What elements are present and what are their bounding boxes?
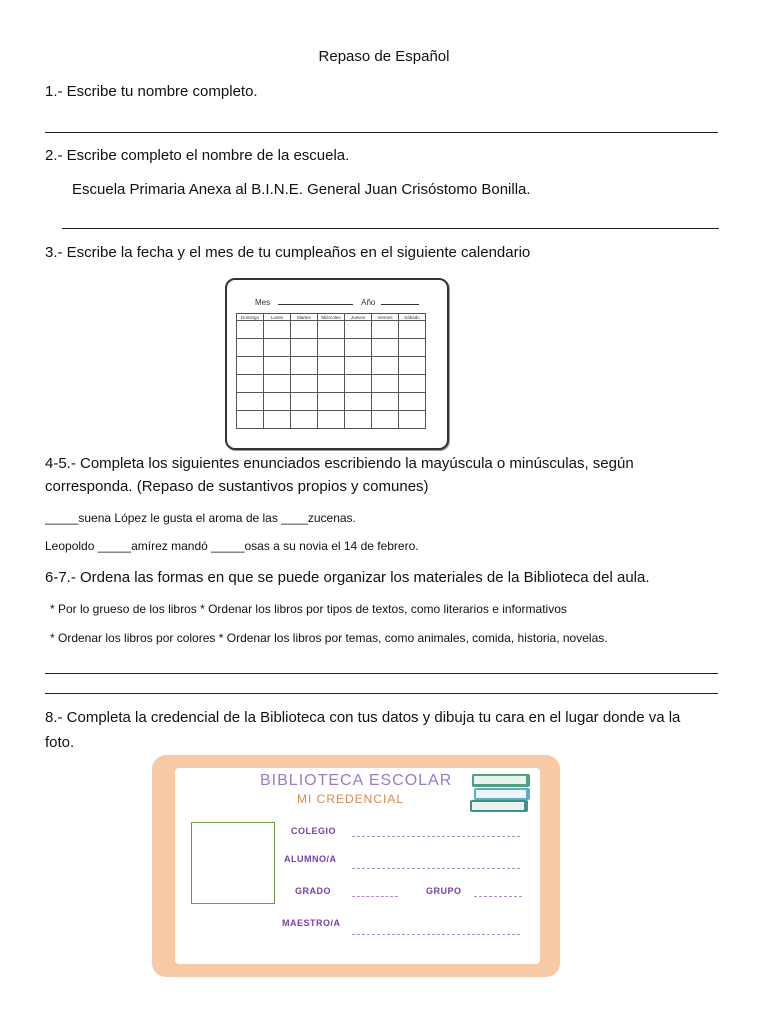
page-title: Repaso de Español [318,48,450,65]
calendar-cell[interactable] [291,339,318,357]
day-header: Sábado [399,314,426,321]
question-3: 3.- Escribe la fecha y el mes de tu cumpleaños en el siguiente calendario [45,244,531,261]
question-4-5-line-1: 4-5.- Completa los siguientes enunciados escribiendo la mayúscula o minúsculas, según [45,455,634,472]
maestro-field[interactable] [352,934,520,935]
calendar-cell[interactable] [291,393,318,411]
sentence-2: Leopoldo _____amírez mandó _____osas a su novia el 14 de febrero. [45,539,419,553]
question-4-5-line-2: corresponda. (Repaso de sustantivos propios y comunes) [45,478,429,495]
calendar-mes-line[interactable] [278,304,353,305]
option-line-2: * Ordenar los libros por colores * Ordenar los libros por temas, como animales, comida, historia, novelas. [50,631,608,645]
calendar-cell[interactable] [264,393,291,411]
calendar-cell[interactable] [345,411,372,429]
calendar-cell[interactable] [264,411,291,429]
calendar-cell[interactable] [345,339,372,357]
day-header: Jueves [345,314,372,321]
calendar-week-row [237,411,426,429]
calendar-cell[interactable] [264,357,291,375]
calendar-cell[interactable] [399,393,426,411]
calendar-week-row [237,321,426,339]
question-8-line-1: 8.- Completa la credencial de la Biblioteca con tus datos y dibuja tu cara en el lugar donde va la [45,709,681,726]
answer-line-3[interactable] [45,673,718,674]
calendar-cell[interactable] [372,375,399,393]
books-icon [468,770,534,816]
calendar-cell[interactable] [318,393,345,411]
calendar-week-row [237,393,426,411]
calendar-cell[interactable] [237,393,264,411]
calendar-cell[interactable] [399,375,426,393]
calendar-cell[interactable] [264,339,291,357]
calendar-cell[interactable] [372,321,399,339]
calendar-cell[interactable] [372,393,399,411]
day-header: Miércoles [318,314,345,321]
calendar-cell[interactable] [318,357,345,375]
calendar-cell[interactable] [291,375,318,393]
calendar-cell[interactable] [318,375,345,393]
calendar-cell[interactable] [291,411,318,429]
question-2: 2.- Escribe completo el nombre de la escuela. [45,147,350,164]
colegio-field[interactable] [352,836,520,837]
answer-line-4[interactable] [45,693,718,694]
question-8-line-2: foto. [45,734,75,751]
calendar-cell[interactable] [345,321,372,339]
alumno-label: ALUMNO/A [284,854,337,864]
calendar-cell[interactable] [399,339,426,357]
calendar-cell[interactable] [372,339,399,357]
calendar-cell[interactable] [237,339,264,357]
calendar-header [255,298,419,307]
calendar-week-row [237,339,426,357]
option-line-1: * Por lo grueso de los libros * Ordenar los libros por tipos de textos, como literarios e informativos [50,602,567,616]
calendar-week-row [237,357,426,375]
grado-label: GRADO [295,886,331,896]
grupo-field[interactable] [474,896,522,897]
calendar-cell[interactable] [399,357,426,375]
calendar-cell[interactable] [399,321,426,339]
day-header: Domingo [237,314,264,321]
question-6-7: 6-7.- Ordena las formas en que se puede organizar los materiales de la Biblioteca del aula. [45,569,650,586]
grado-field[interactable] [352,896,398,897]
calendar-week-row [237,375,426,393]
calendar-cell[interactable] [372,411,399,429]
photo-box[interactable] [191,822,275,904]
sentence-1: _____suena López le gusta el aroma de las ____zucenas. [45,511,356,525]
alumno-field[interactable] [352,868,520,869]
calendar-cell[interactable] [264,375,291,393]
school-name-answer: Escuela Primaria Anexa al B.I.N.E. General Juan Crisóstomo Bonilla. [72,181,531,198]
calendar-mes-label: Mes [255,298,271,307]
calendar-cell[interactable] [237,357,264,375]
question-1: 1.- Escribe tu nombre completo. [45,83,258,100]
calendar-cell[interactable] [345,375,372,393]
calendar-cell[interactable] [264,321,291,339]
answer-line-2[interactable] [62,228,719,229]
colegio-label: COLEGIO [291,826,337,836]
calendar-cell[interactable] [345,393,372,411]
answer-line-1[interactable] [45,132,718,133]
calendar-day-header-row [237,314,426,321]
calendar-cell[interactable] [237,411,264,429]
grupo-label: GRUPO [426,886,462,896]
day-header: Lunes [264,314,291,321]
card-title: BIBLIOTECA ESCOLAR [260,772,453,789]
maestro-label: MAESTRO/A [282,918,341,928]
calendar-cell[interactable] [345,357,372,375]
card-subtitle: MI CREDENCIAL [297,792,405,806]
day-header: Viernes [372,314,399,321]
calendar-cell[interactable] [237,375,264,393]
calendar-cell[interactable] [237,321,264,339]
calendar-cell[interactable] [318,321,345,339]
calendar-cell[interactable] [318,339,345,357]
day-header: Martes [291,314,318,321]
calendar-cell[interactable] [399,411,426,429]
calendar-cell[interactable] [372,357,399,375]
calendar-cell[interactable] [318,411,345,429]
calendar-anio-line[interactable] [381,304,419,305]
calendar-anio-label: Año [361,298,376,307]
calendar-grid [236,313,426,429]
calendar-cell[interactable] [291,321,318,339]
calendar-cell[interactable] [291,357,318,375]
